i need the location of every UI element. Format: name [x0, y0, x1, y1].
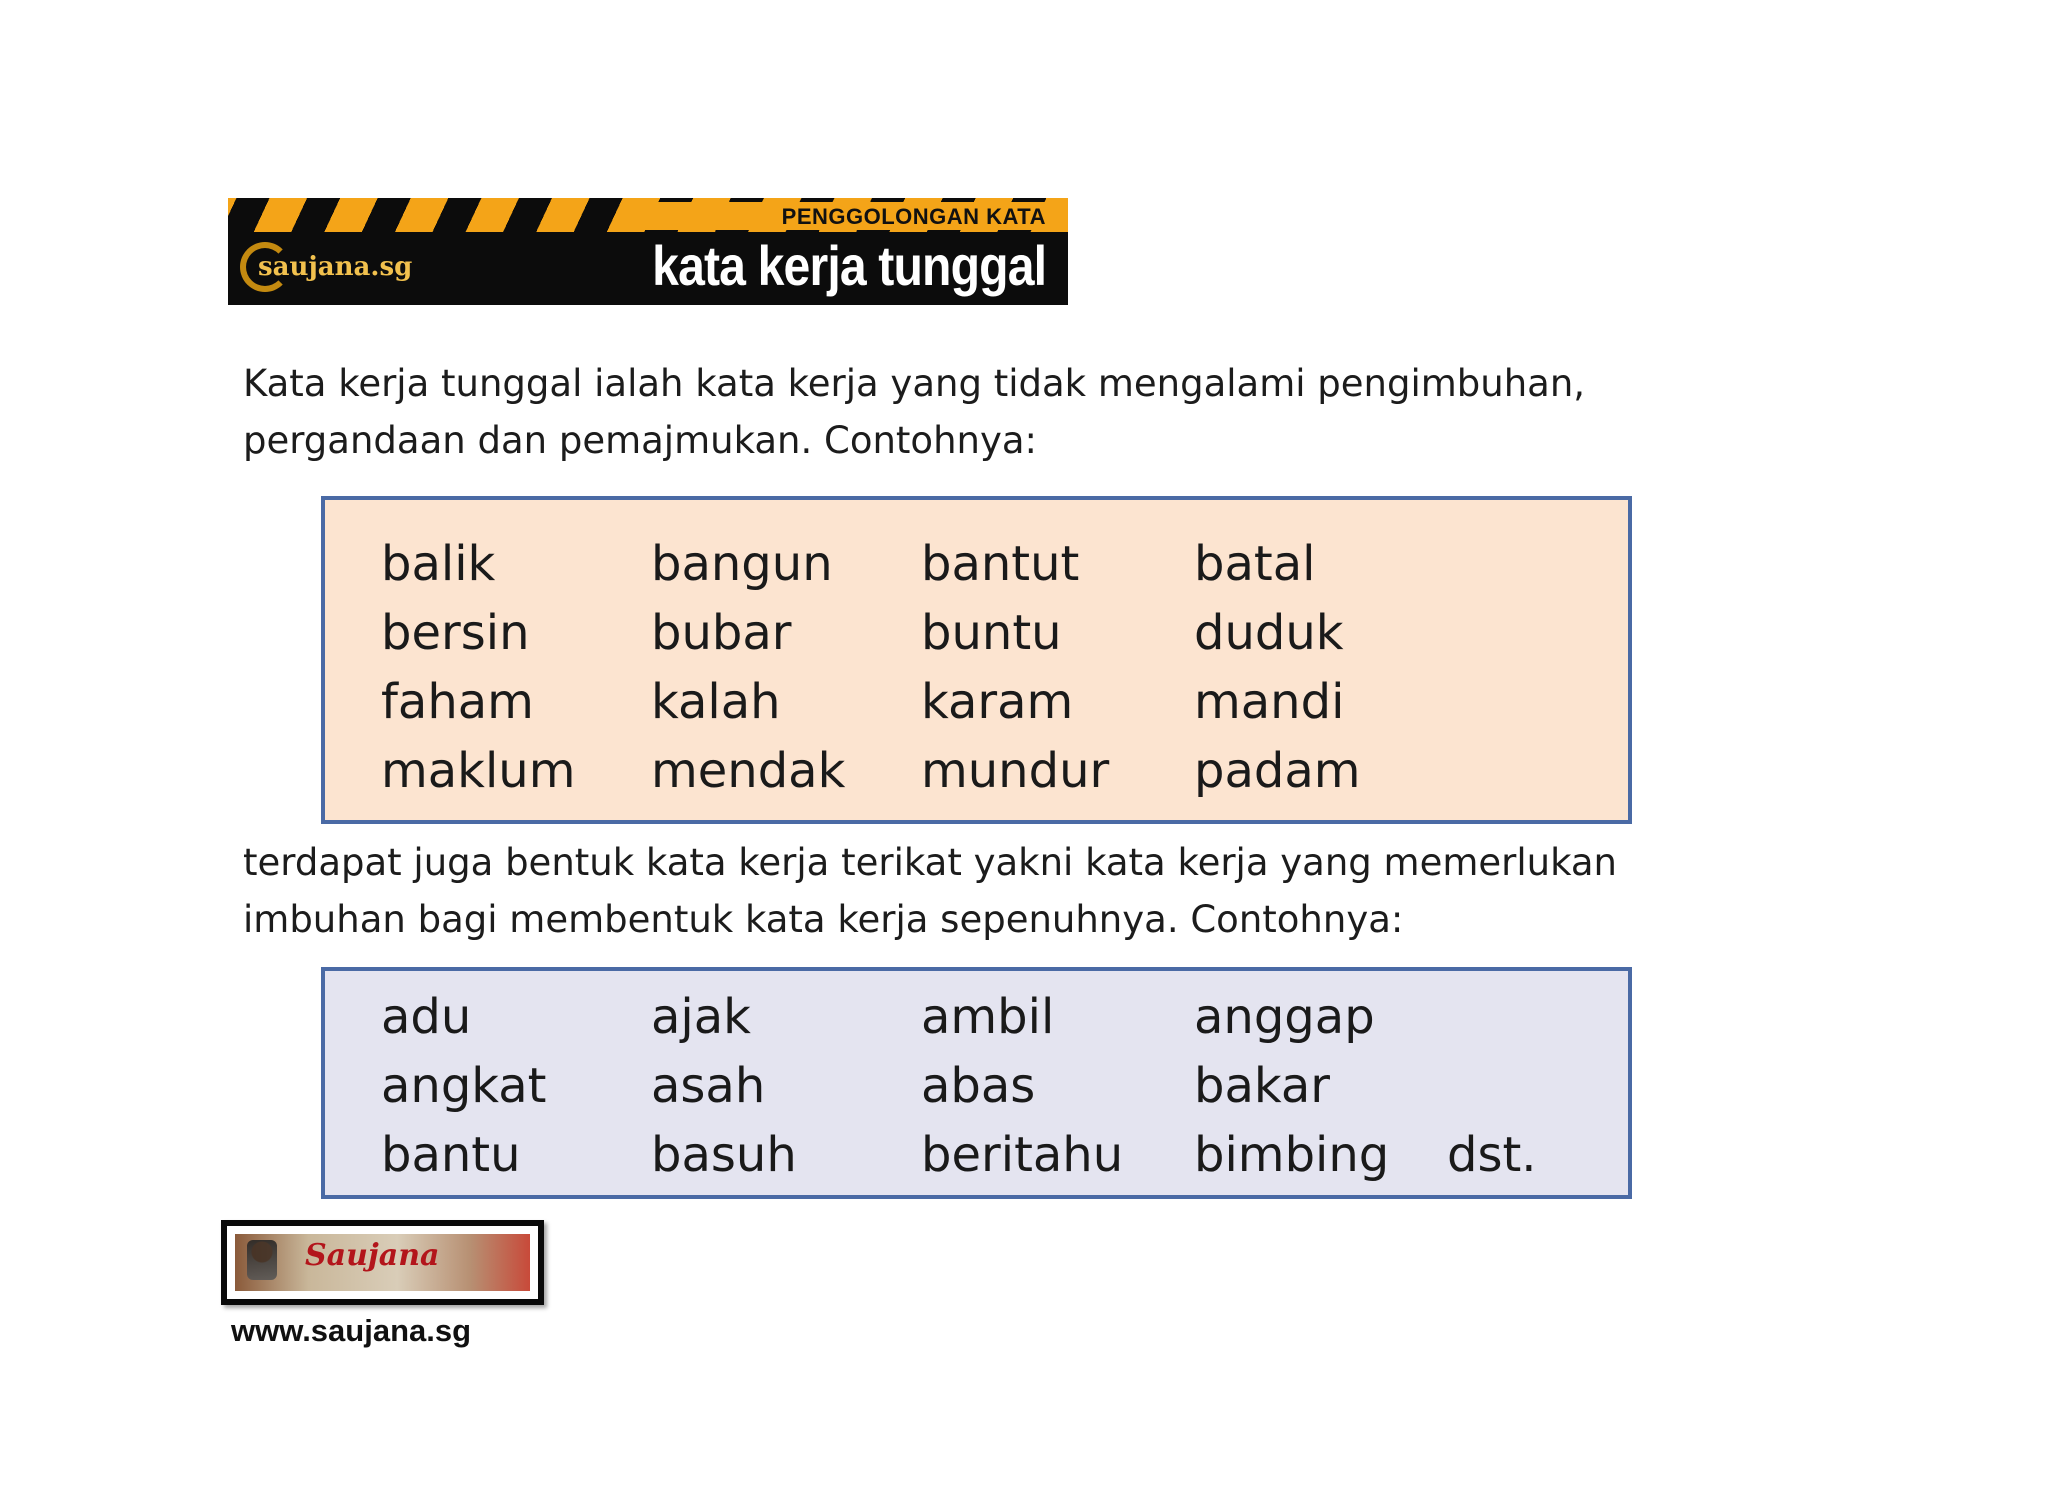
grid-spacer [1447, 1052, 1567, 1121]
grid-spacer [1447, 737, 1567, 806]
word-item: ajak [651, 989, 751, 1045]
brand-name: saujana.sg [258, 252, 413, 282]
logo-image [235, 1234, 530, 1291]
word-item: balik [381, 536, 496, 592]
word-item: mendak [651, 743, 846, 799]
person-icon [247, 1240, 277, 1280]
word-item: faham [381, 674, 534, 730]
word-item: beritahu [921, 1127, 1124, 1183]
logo-script-text: Saujana [305, 1238, 440, 1273]
word-item: abas [921, 1058, 1036, 1114]
word-item: bakar [1194, 1058, 1330, 1114]
word-item: batal [1194, 536, 1316, 592]
word-item: mandi [1194, 674, 1345, 730]
word-item: adu [381, 989, 472, 1045]
word-item: anggap [1194, 989, 1375, 1045]
grid-spacer [1447, 668, 1567, 737]
word-item: bersin [381, 605, 530, 661]
banner-title: kata kerja tunggal [651, 234, 1046, 297]
word-item: bubar [651, 605, 792, 661]
header-banner [228, 198, 1068, 305]
word-item: padam [1194, 743, 1361, 799]
word-item: maklum [381, 743, 576, 799]
word-item: bantut [921, 536, 1080, 592]
word-box-terikat [321, 967, 1632, 1199]
word-item: mundur [921, 743, 1110, 799]
word-item: kalah [651, 674, 781, 730]
definition-paragraph: Kata kerja tunggal ialah kata kerja yang tidak mengalami pengimbuhan, pergandaan dan pemajmukan. Contohnya: [243, 362, 1586, 462]
word-item: basuh [651, 1127, 797, 1183]
grid-spacer [1447, 983, 1567, 1052]
word-box-tunggal [321, 496, 1632, 824]
word-item: ambil [921, 989, 1055, 1045]
word-item: bimbing [1194, 1127, 1390, 1183]
saujana-logo-badge[interactable] [221, 1220, 544, 1305]
brand-logo [240, 238, 412, 296]
etc-marker: dst. [1447, 1127, 1537, 1183]
word-item: angkat [381, 1058, 547, 1114]
word-grid [381, 530, 1567, 806]
word-item: buntu [921, 605, 1062, 661]
word-item: duduk [1194, 605, 1344, 661]
word-item: asah [651, 1058, 766, 1114]
grid-spacer [1447, 530, 1567, 599]
grid-spacer [1447, 599, 1567, 668]
banner-kicker: PENGGOLONGAN KATA [781, 204, 1046, 229]
word-item: bangun [651, 536, 833, 592]
bound-verb-paragraph: terdapat juga bentuk kata kerja terikat yakni kata kerja yang memerlukan imbuhan bagi membentuk kata kerja sepenuhnya. Contohnya: [243, 841, 1617, 941]
word-item: karam [921, 674, 1074, 730]
site-url-link[interactable]: www.saujana.sg [231, 1313, 472, 1348]
word-grid [381, 983, 1567, 1190]
word-item: bantu [381, 1127, 521, 1183]
